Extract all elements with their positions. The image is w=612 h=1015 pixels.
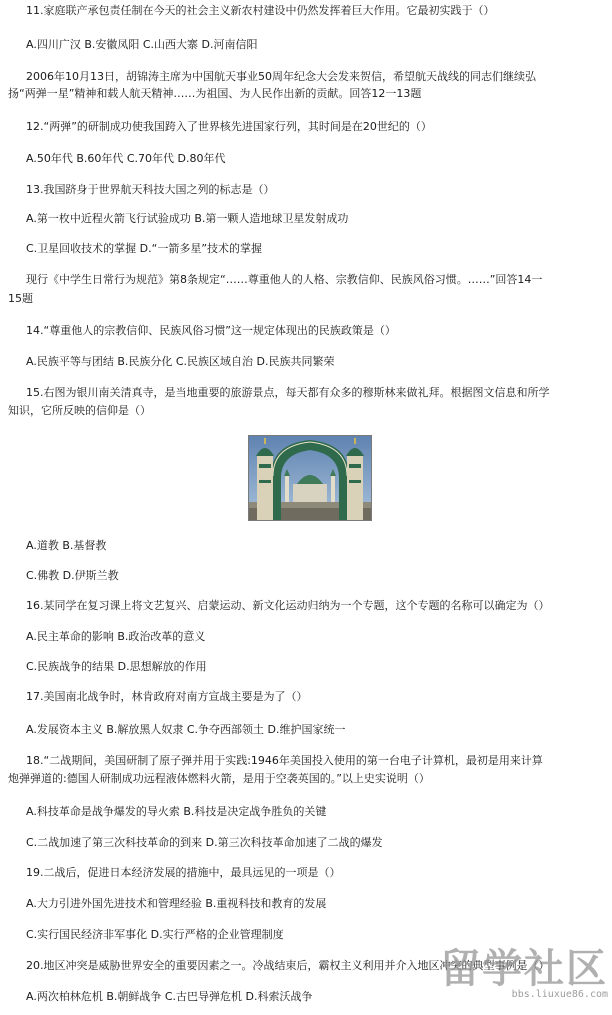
question-11: 11.家庭联产承包责任制在今天的社会主义新农村建设中仍然发挥着巨大作用。它最初实践于（） <box>26 4 495 17</box>
mosque-photo <box>248 435 372 521</box>
context-14-15-line-1: 现行《中学生日常行为规范》第8条规定“……尊重他人的人格、宗教信仰、民族风俗习惯。……”回答14一 <box>26 273 543 286</box>
question-14: 14.“尊重他人的宗教信仰、民族风俗习惯”这一规定体现出的民族政策是（） <box>26 324 396 337</box>
question-15-options-ab: A.道教 B.基督教 <box>26 539 107 552</box>
question-18-line-1: 18.“二战期间，美国研制了原子弹并用于实践:1946年美国投入使用的第一台电子计算机，最初是用来计算 <box>26 754 543 767</box>
question-18-options-ab: A.科技革命是战争爆发的导火索 B.科技是决定战争胜负的关键 <box>26 805 327 818</box>
question-15-line-2: 知识，它所反映的信仰是（） <box>8 404 151 417</box>
question-19-options-ab: A.大力引进外国先进技术和管理经验 B.重视科技和教育的发展 <box>26 897 327 910</box>
question-13: 13.我国跻身于世界航天科技大国之列的标志是（） <box>26 183 275 196</box>
watermark-logo-text: 留学社区 <box>440 946 608 992</box>
question-20-options: A.两次柏林危机 B.朝鲜战争 C.古巴导弹危机 D.科索沃战争 <box>26 990 313 1003</box>
question-14-options: A.民族平等与团结 B.民族分化 C.民族区域自治 D.民族共同繁荣 <box>26 355 335 368</box>
question-16: 16.某同学在复习课上将文艺复兴、启蒙运动、新文化运动归纳为一个专题，这个专题的名称可以确定为（） <box>26 599 550 612</box>
context-12-13-line-1: 2006年10月13日，胡锦涛主席为中国航天事业50周年纪念大会发来贺信，希望航天战线的同志们继续弘 <box>26 70 536 83</box>
question-19-options-cd: C.实行国民经济非军事化 D.实行严格的企业管理制度 <box>26 928 284 941</box>
question-12-options: A.50年代 B.60年代 C.70年代 D.80年代 <box>26 152 226 165</box>
context-12-13-line-2: 扬“两弹一星”精神和载人航天精神……为祖国、为人民作出新的贡献。回答12一13题 <box>8 87 422 100</box>
question-17: 17.美国南北战争时，林肯政府对南方宣战主要是为了（） <box>26 690 308 703</box>
question-19: 19.二战后，促进日本经济发展的措施中，最具远见的一项是（） <box>26 866 341 879</box>
context-14-15-line-2: 15题 <box>8 292 33 305</box>
question-13-options-ab: A.第一枚中近程火箭飞行试验成功 B.第一颗人造地球卫星发射成功 <box>26 212 349 225</box>
question-15-line-1: 15.右图为银川南关清真寺，是当地重要的旅游景点，每天都有众多的穆斯林来做礼拜。根据图文信息和所学 <box>26 386 550 399</box>
question-16-options-ab: A.民主革命的影响 B.政治改革的意义 <box>26 630 206 643</box>
watermark-url: bbs.liuxue86.com <box>511 989 608 1000</box>
question-20: 20.地区冲突是威胁世界安全的重要因素之一。冷战结束后，霸权主义利用并介入地区冲突的典型事例是（） <box>26 959 550 972</box>
question-18-line-2: 炮弹弹道的:德国人研制成功远程液体燃料火箭，是用于空袭英国的。”以上史实说明（） <box>8 772 430 785</box>
question-13-options-cd: C.卫星回收技术的掌握 D.“一箭多星”技术的掌握 <box>26 242 263 255</box>
question-15-options-cd: C.佛教 D.伊斯兰教 <box>26 569 119 582</box>
question-16-options-cd: C.民族战争的结果 D.思想解放的作用 <box>26 660 207 673</box>
question-11-options: A.四川广汉 B.安徽凤阳 C.山西大寨 D.河南信阳 <box>26 38 258 51</box>
question-18-options-cd: C.二战加速了第三次科技革命的到来 D.第三次科技革命加速了二战的爆发 <box>26 836 383 849</box>
question-12: 12.“两弹”的研制成功使我国跨入了世界核先进国家行列，其时间是在20世纪的（） <box>26 120 432 133</box>
question-17-options: A.发展资本主义 B.解放黑人奴隶 C.争夺西部领土 D.维护国家统一 <box>26 723 346 736</box>
